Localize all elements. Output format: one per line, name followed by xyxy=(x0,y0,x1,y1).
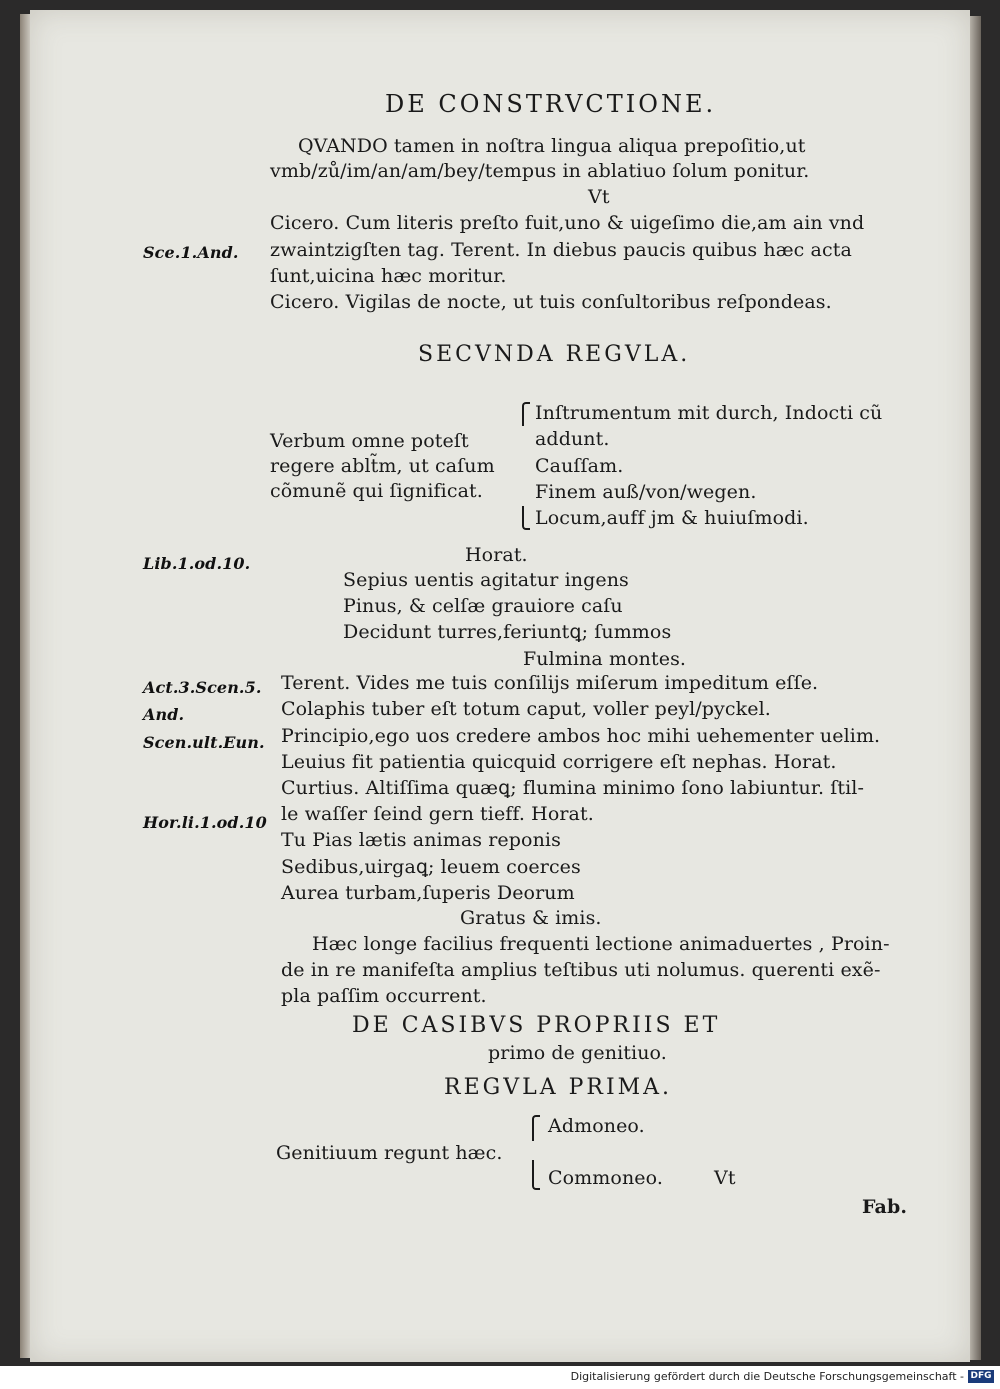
footer-bar xyxy=(0,1366,1000,1389)
brace-top xyxy=(532,1115,540,1141)
para-line: Curtius. Altiſſima quæꝗ; flumina minimo ſono labiuntur. ſtil- xyxy=(281,777,864,799)
body-line: QVANDO tamen in noſtra lingua aliqua prepoſitio,ut xyxy=(298,135,806,157)
subheading-genitiuo: primo de genitiuo. xyxy=(488,1042,667,1064)
margin-note: Act.3.Scen.5. xyxy=(143,678,262,697)
rule2-right-line: Commoneo. xyxy=(548,1167,663,1189)
rule-right-line: Locum,auff jm & huiuſmodi. xyxy=(535,507,809,529)
rule2-right-line: Admoneo. xyxy=(548,1115,645,1137)
rule-right-line: Finem auß/von/wegen. xyxy=(535,481,757,503)
running-head: DE CONSTRVCTIONE. xyxy=(385,90,717,118)
rule-right-line: Inſtrumentum mit durch, Indocti cũ xyxy=(535,402,883,424)
poem-attribution: Horat. xyxy=(465,544,528,566)
para-line: Principio,ego uos credere ambos hoc mihi uehementer uelim. xyxy=(281,725,881,747)
body-line: ſunt,uicina hæc moritur. xyxy=(270,265,507,287)
closing-line: de in re manifeſta amplius teſtibus uti nolumus. querenti exẽ- xyxy=(281,959,881,981)
dfg-logo-icon: DFG xyxy=(968,1370,994,1383)
poem-line: Aurea turbam,ſuperis Deorum xyxy=(281,882,575,904)
margin-note: And. xyxy=(143,705,185,724)
brace-top xyxy=(522,402,530,426)
rule-left-line: Verbum omne poteſt xyxy=(270,430,469,452)
margin-note: Lib.1.od.10. xyxy=(143,554,251,573)
catchword: Fab. xyxy=(862,1196,908,1218)
rule-right-line: Cauſſam. xyxy=(535,455,624,477)
rule2-right-line: Vt xyxy=(714,1167,736,1189)
closing-line: pla paſſim occurrent. xyxy=(281,985,487,1007)
poem-line: Fulmina montes. xyxy=(523,648,687,670)
rule-right-line: addunt. xyxy=(535,428,610,450)
margin-note: Scen.ult.Eun. xyxy=(143,733,265,752)
poem-line: Sedibus,uirgaꝗ; leuem coerces xyxy=(281,856,581,878)
body-line: zwaintzigſten tag. Terent. In diebus paucis quibus hæc acta xyxy=(270,239,852,261)
poem-line: Tu Pias lætis animas reponis xyxy=(281,829,561,851)
brace-bottom xyxy=(522,506,530,530)
para-line: le waſſer ſeind gern tieff. Horat. xyxy=(281,803,594,825)
poem-line: Sepius uentis agitatur ingens xyxy=(343,569,629,591)
heading-de-casibus: DE CASIBVS PROPRIIS ET xyxy=(352,1013,721,1038)
para-line: Leuius fit patientia quicquid corrigere eſt nephas. Horat. xyxy=(281,751,837,773)
body-line: Cicero. Vigilas de nocte, ut tuis conſultoribus reſpondeas. xyxy=(270,291,832,313)
margin-note: Sce.1.And. xyxy=(143,243,239,262)
poem-line: Decidunt turres,feriuntꝗ; ſummos xyxy=(343,621,672,643)
body-line: Cicero. Cum literis preſto fuit,uno & uigeſimo die,am ain vnd xyxy=(270,212,865,234)
poem-line: Pinus, & celſæ grauiore caſu xyxy=(343,595,623,617)
margin-note: Hor.li.1.od.10 xyxy=(143,813,267,832)
brace-bottom xyxy=(532,1160,540,1190)
para-line: Colaphis tuber eſt totum caput, voller peyl/pyckel. xyxy=(281,698,771,720)
poem-line: Gratus & imis. xyxy=(460,907,602,929)
body-line: Vt xyxy=(588,186,610,208)
para-line: Terent. Vides me tuis conſilijs miſerum impeditum eſſe. xyxy=(281,672,819,694)
heading-secunda-regula: SECVNDA REGVLA. xyxy=(418,342,691,367)
rule2-left: Genitiuum regunt hæc. xyxy=(276,1142,503,1164)
rule-left-line: regere ablt̃m, ut caſum xyxy=(270,455,495,477)
rule-left-line: cõmunẽ qui ſignificat. xyxy=(270,480,483,502)
footer-credit: Digitalisierung gefördert durch die Deutsche Forschungsgemeinschaft - xyxy=(570,1370,964,1383)
heading-regula-prima: REGVLA PRIMA. xyxy=(444,1075,673,1100)
body-line: vmb/zů/im/an/am/bey/tempus in ablatiuo ſolum ponitur. xyxy=(270,160,810,182)
closing-line: Hæc longe facilius frequenti lectione animaduertes , Proin- xyxy=(312,933,890,955)
